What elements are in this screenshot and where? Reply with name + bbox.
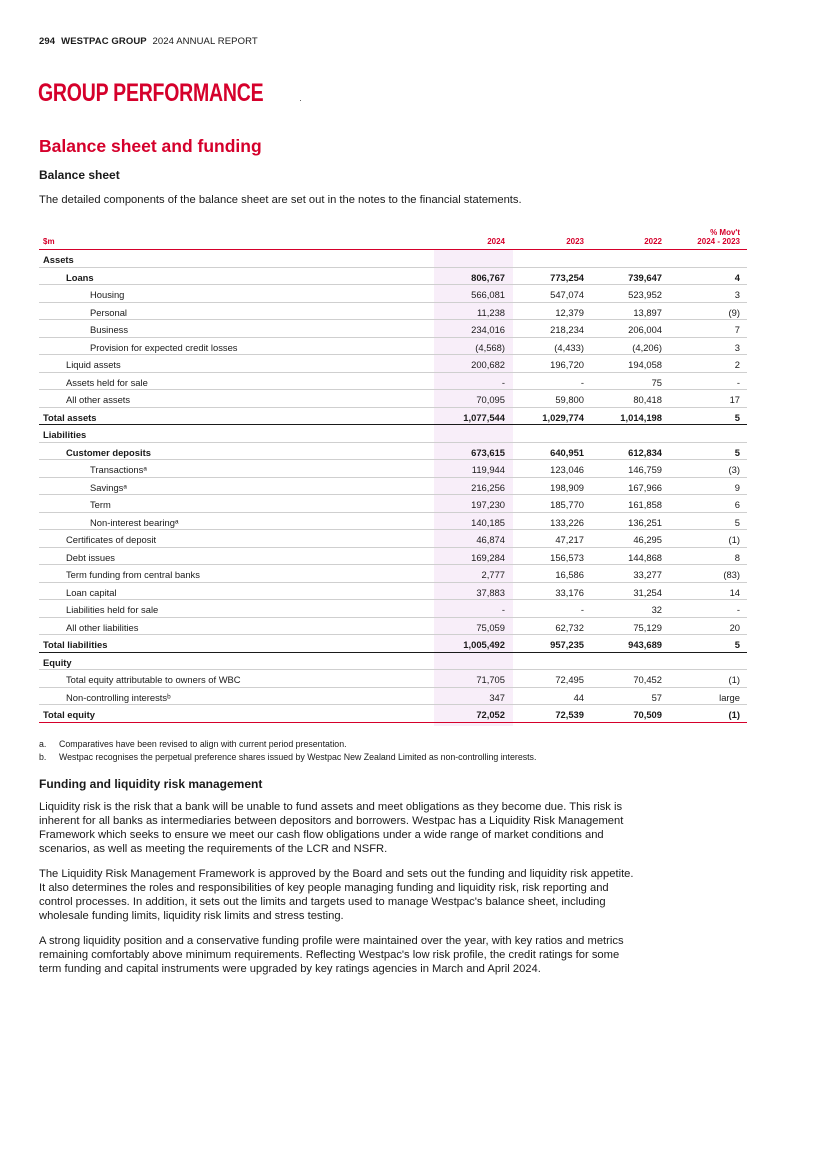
table-row <box>39 285 747 303</box>
value-movement: (3) <box>728 464 740 475</box>
value-movement: large <box>719 691 740 703</box>
row-label: Non-interest bearingᵃ <box>90 516 179 528</box>
intro-text: The detailed components of the balance sheet are set out in the notes to the financial statements. <box>39 194 522 206</box>
footnote-a: a. Comparatives have been revised to align with current period presentation. <box>39 739 347 749</box>
value-2024: 75,059 <box>476 621 505 633</box>
value-2023: 1,029,774 <box>542 411 584 423</box>
value-2022: 33,277 <box>633 569 662 580</box>
page-header <box>39 36 258 47</box>
value-movement: 5 <box>734 516 740 528</box>
table-row <box>39 443 747 461</box>
value-2022: 1,014,198 <box>620 411 662 423</box>
value-2022: 57 <box>651 691 662 703</box>
value-2024: 1,077,544 <box>463 411 505 423</box>
value-2023: 47,217 <box>555 534 584 545</box>
value-2023: (4,433) <box>554 341 584 353</box>
value-2023: 640,951 <box>550 446 584 458</box>
value-2024: 2,777 <box>481 569 505 580</box>
col-header-2023: 2023 <box>566 237 584 246</box>
value-2024: - <box>501 604 505 615</box>
value-2023: 44 <box>573 691 584 703</box>
value-2024: (4,568) <box>475 341 505 353</box>
value-2023: 547,074 <box>550 289 584 300</box>
row-label: Term <box>90 499 111 510</box>
value-movement: 5 <box>734 411 740 423</box>
value-2023: 185,770 <box>550 499 584 510</box>
subheading: Balance sheet <box>39 168 120 182</box>
stray-dot <box>300 100 301 101</box>
value-movement: 5 <box>734 446 740 458</box>
funding-paragraph-1: Liquidity risk is the risk that a bank will be unable to fund assets and meet obligations as they become due. This risk is inherent for all banks as intermediaries between depositors and borrowers. Westpac has a Liquidity Risk Management Framework which seeks to ensure we meet our cash flow obligations under a wide range of market conditions and scenarios, as well as meeting the requirements of the LCR and NSFR. <box>39 801 624 855</box>
footnote-b: b. Westpac recognises the perpetual preference shares issued by Westpac New Zealand Limited as non-controlling interests. <box>39 752 537 762</box>
value-2022: 146,759 <box>628 464 662 475</box>
row-label: Debt issues <box>66 551 115 563</box>
value-2022: 161,858 <box>628 499 662 510</box>
value-2022: 31,254 <box>633 586 662 598</box>
row-label: Provision for expected credit losses <box>90 341 238 353</box>
value-2023: 198,909 <box>550 481 584 493</box>
value-movement: 5 <box>734 639 740 650</box>
table-row <box>39 303 747 321</box>
value-movement: (1) <box>728 674 740 685</box>
value-movement: - <box>736 604 740 615</box>
value-2023: 59,800 <box>555 394 584 405</box>
table-row <box>39 618 747 636</box>
table-row <box>39 583 747 601</box>
row-label: Total assets <box>43 411 97 423</box>
balance-sheet-table <box>39 226 747 723</box>
col-header-movement: % Mov't 2024 - 2023 <box>697 228 740 246</box>
value-2022: 75,129 <box>633 621 662 633</box>
value-movement: 9 <box>734 481 740 493</box>
value-2022: 13,897 <box>633 306 662 318</box>
value-2023: 12,379 <box>555 306 584 318</box>
value-2024: 70,095 <box>476 394 505 405</box>
table-row <box>39 495 747 513</box>
value-movement: (9) <box>728 306 740 318</box>
table-row <box>39 670 747 688</box>
value-2022: 136,251 <box>628 516 662 528</box>
row-label: Term funding from central banks <box>66 569 200 580</box>
funding-paragraph-2: The Liquidity Risk Management Framework is approved by the Board and sets out the funding and liquidity risk appetite. It also determines the roles and responsibilities of key people managing funding and liquidity risk, risk reporting and control processes. In addition, it sets out the limits and targets used to manage Westpac's balance sheet, including wholesale funding limits, liquidity risk limits and stress testing. <box>39 868 634 922</box>
value-2023: 72,495 <box>555 674 584 685</box>
value-movement: (1) <box>728 709 740 720</box>
value-2022: 75 <box>651 376 662 388</box>
funding-heading: Funding and liquidity risk management <box>39 777 263 791</box>
value-2024: 216,256 <box>471 481 505 493</box>
value-2024: 234,016 <box>471 324 505 335</box>
table-row <box>39 530 747 548</box>
row-label: All other liabilities <box>66 621 139 633</box>
value-2024: 806,767 <box>471 271 505 283</box>
section-title: GROUP PERFORMANCE <box>38 79 264 107</box>
table-row <box>39 390 747 408</box>
value-movement: 2 <box>734 359 740 370</box>
value-2022: 32 <box>651 604 662 615</box>
value-2024: 1,005,492 <box>463 639 505 650</box>
value-movement: (83) <box>723 569 740 580</box>
value-2024: 566,081 <box>471 289 505 300</box>
row-label: Liabilities <box>43 429 87 440</box>
value-2022: 144,868 <box>628 551 662 563</box>
value-2024: 119,944 <box>471 464 505 475</box>
value-2023: 196,720 <box>550 359 584 370</box>
table-row <box>39 408 747 426</box>
value-movement: 4 <box>734 271 740 283</box>
row-label: Customer deposits <box>66 446 151 458</box>
value-2024: 673,615 <box>471 446 505 458</box>
value-2022: 523,952 <box>628 289 662 300</box>
table-row <box>39 513 747 531</box>
value-2023: - <box>580 604 584 615</box>
value-2022: 194,058 <box>628 359 662 370</box>
value-2022: 167,966 <box>628 481 662 493</box>
value-2023: 773,254 <box>550 271 584 283</box>
row-label: Non-controlling interestsᵇ <box>66 691 171 703</box>
row-label: Total equity <box>43 709 95 720</box>
table-row <box>39 548 747 566</box>
row-label: Savingsᵃ <box>90 481 127 493</box>
value-2024: 140,185 <box>471 516 505 528</box>
value-2022: 943,689 <box>628 639 662 650</box>
value-2023: - <box>580 376 584 388</box>
table-row <box>39 653 747 671</box>
row-label: Transactionsᵃ <box>90 464 147 475</box>
table-header <box>39 226 747 250</box>
value-2024: 72,052 <box>476 709 505 720</box>
value-2024: 347 <box>489 691 505 703</box>
value-2022: 612,834 <box>628 446 662 458</box>
table-body <box>39 250 747 723</box>
table-row <box>39 600 747 618</box>
value-movement: 8 <box>734 551 740 563</box>
row-label: Business <box>90 324 129 335</box>
row-label: All other assets <box>66 394 131 405</box>
value-2023: 72,539 <box>555 709 584 720</box>
table-row <box>39 425 747 443</box>
table-row <box>39 705 747 723</box>
value-2022: 70,509 <box>633 709 662 720</box>
value-2023: 123,046 <box>550 464 584 475</box>
value-2023: 62,732 <box>555 621 584 633</box>
row-label: Assets <box>43 254 74 265</box>
value-movement: 7 <box>734 324 740 335</box>
value-2024: 37,883 <box>476 586 505 598</box>
value-2023: 133,226 <box>550 516 584 528</box>
row-label: Total liabilities <box>43 639 108 650</box>
value-2024: - <box>501 376 505 388</box>
value-movement: 3 <box>734 341 740 353</box>
value-2022: (4,206) <box>632 341 662 353</box>
value-2023: 957,235 <box>550 639 584 650</box>
table-row <box>39 338 747 356</box>
value-movement: 14 <box>729 586 740 598</box>
row-label: Liquid assets <box>66 359 121 370</box>
value-movement: 3 <box>734 289 740 300</box>
value-2022: 80,418 <box>633 394 662 405</box>
value-movement: 17 <box>729 394 740 405</box>
value-movement: - <box>736 376 740 388</box>
value-2022: 70,452 <box>633 674 662 685</box>
table-row <box>39 373 747 391</box>
value-2023: 218,234 <box>550 324 584 335</box>
row-label: Loan capital <box>66 586 117 598</box>
footnotes <box>39 738 536 764</box>
value-2024: 169,284 <box>471 551 505 563</box>
value-2023: 33,176 <box>555 586 584 598</box>
value-2024: 200,682 <box>471 359 505 370</box>
table-row <box>39 355 747 373</box>
page-number: 294 <box>39 36 56 47</box>
row-label: Loans <box>66 271 94 283</box>
value-2022: 739,647 <box>628 271 662 283</box>
value-2023: 16,586 <box>555 569 584 580</box>
row-label: Personal <box>90 306 128 318</box>
table-row <box>39 268 747 286</box>
table-row <box>39 460 747 478</box>
row-label: Liabilities held for sale <box>66 604 159 615</box>
value-2023: 156,573 <box>550 551 584 563</box>
row-label: Equity <box>43 656 72 668</box>
row-label: Total equity attributable to owners of WBC <box>66 674 241 685</box>
col-header-label: $m <box>43 237 55 246</box>
table-row <box>39 250 747 268</box>
table-row <box>39 478 747 496</box>
table-row <box>39 320 747 338</box>
table-row <box>39 565 747 583</box>
value-2024: 46,874 <box>476 534 505 545</box>
value-2024: 11,238 <box>477 306 505 318</box>
value-movement: 6 <box>734 499 740 510</box>
row-label: Certificates of deposit <box>66 534 157 545</box>
table-row <box>39 635 747 653</box>
page-heading: Balance sheet and funding <box>39 136 262 156</box>
funding-paragraph-3: A strong liquidity position and a conservative funding profile were maintained over the year, with key ratios and metrics remaining comfortably above minimum requirements. Reflecting Westpac's low risk profile, the credit ratings for some term funding and capital instruments were upgraded by key ratings agencies in March and April 2024. <box>39 935 624 975</box>
report-name: 2024 ANNUAL REPORT <box>152 36 258 47</box>
row-label: Assets held for sale <box>66 376 148 388</box>
value-2022: 46,295 <box>633 534 662 545</box>
value-movement: 20 <box>729 621 740 633</box>
value-2022: 206,004 <box>628 324 662 335</box>
table-row <box>39 688 747 706</box>
value-2024: 71,705 <box>476 674 505 685</box>
col-header-2022: 2022 <box>644 237 662 246</box>
value-2024: 197,230 <box>471 499 505 510</box>
value-movement: (1) <box>728 534 740 545</box>
org-name: WESTPAC GROUP <box>61 36 147 47</box>
row-label: Housing <box>90 289 125 300</box>
col-header-2024: 2024 <box>487 237 505 246</box>
